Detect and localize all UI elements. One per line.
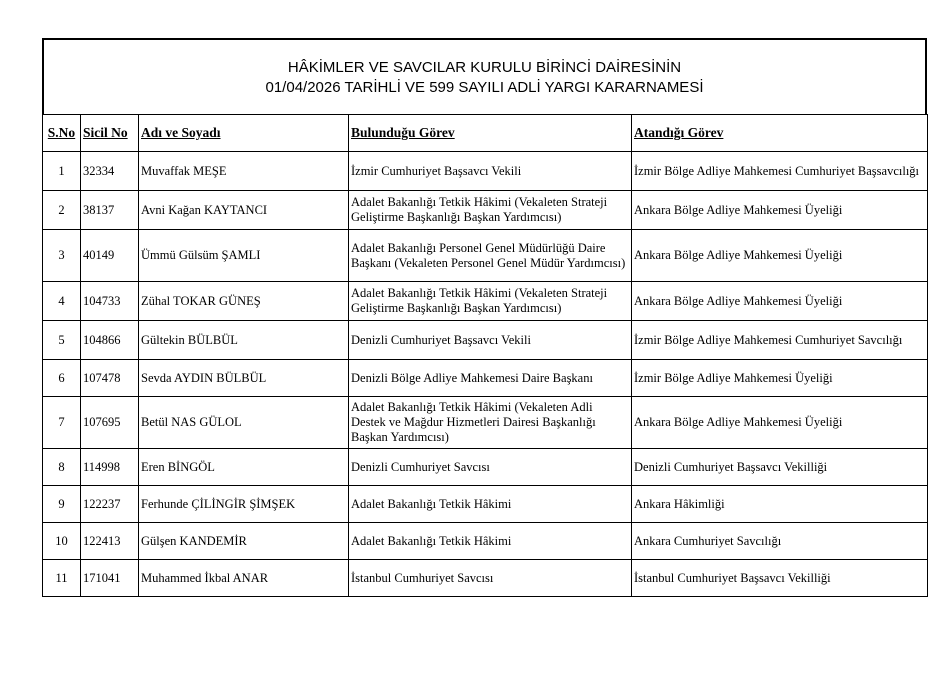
table-header-row: [43, 115, 928, 152]
table-row: [43, 486, 928, 523]
cell-current-position: Adalet Bakanlığı Personel Genel Müdürlüğü Daire Başkanı (Vekaleten Personel Genel Müdür Yardımcısı): [349, 230, 632, 282]
cell-sno: 11: [43, 560, 81, 597]
cell-name: Avni Kağan KAYTANCI: [139, 191, 349, 230]
cell-sicil: 107478: [81, 360, 139, 397]
table-row: [43, 360, 928, 397]
decree-title: [42, 38, 927, 114]
table-row: [43, 449, 928, 486]
cell-name: Betül NAS GÜLOL: [139, 397, 349, 449]
cell-assigned-position: Denizli Cumhuriyet Başsavcı Vekilliği: [632, 449, 928, 486]
table-row: [43, 560, 928, 597]
cell-name: Muvaffak MEŞE: [139, 152, 349, 191]
cell-sno: 1: [43, 152, 81, 191]
cell-sicil: 104866: [81, 321, 139, 360]
cell-assigned-position: Ankara Hâkimliği: [632, 486, 928, 523]
cell-current-position: Denizli Cumhuriyet Savcısı: [349, 449, 632, 486]
cell-assigned-position: Ankara Bölge Adliye Mahkemesi Üyeliği: [632, 230, 928, 282]
cell-current-position: İzmir Cumhuriyet Başsavcı Vekili: [349, 152, 632, 191]
appointments-table: [42, 114, 928, 597]
cell-sno: 6: [43, 360, 81, 397]
cell-sicil: 107695: [81, 397, 139, 449]
table-row: [43, 152, 928, 191]
cell-sno: 9: [43, 486, 81, 523]
cell-current-position: Adalet Bakanlığı Tetkik Hâkimi: [349, 523, 632, 560]
cell-sicil: 171041: [81, 560, 139, 597]
cell-sno: 4: [43, 282, 81, 321]
cell-assigned-position: İzmir Bölge Adliye Mahkemesi Cumhuriyet Savcılığı: [632, 321, 928, 360]
header-name: Adı ve Soyadı: [139, 115, 349, 152]
cell-sicil: 32334: [81, 152, 139, 191]
cell-sicil: 122237: [81, 486, 139, 523]
cell-assigned-position: Ankara Bölge Adliye Mahkemesi Üyeliği: [632, 282, 928, 321]
cell-assigned-position: İzmir Bölge Adliye Mahkemesi Üyeliği: [632, 360, 928, 397]
cell-sicil: 114998: [81, 449, 139, 486]
cell-sno: 3: [43, 230, 81, 282]
cell-sicil: 104733: [81, 282, 139, 321]
cell-name: Ferhunde ÇİLİNGİR ŞİMŞEK: [139, 486, 349, 523]
table-row: [43, 321, 928, 360]
table-row: [43, 397, 928, 449]
cell-current-position: Adalet Bakanlığı Tetkik Hâkimi (Vekaleten Strateji Geliştirme Başkanlığı Başkan Yardımcısı): [349, 282, 632, 321]
cell-current-position: Denizli Bölge Adliye Mahkemesi Daire Başkanı: [349, 360, 632, 397]
cell-current-position: Adalet Bakanlığı Tetkik Hâkimi (Vekaleten Strateji Geliştirme Başkanlığı Başkan Yardımcısı): [349, 191, 632, 230]
cell-sno: 10: [43, 523, 81, 560]
cell-sicil: 122413: [81, 523, 139, 560]
cell-assigned-position: Ankara Bölge Adliye Mahkemesi Üyeliği: [632, 191, 928, 230]
table-row: [43, 230, 928, 282]
cell-assigned-position: Ankara Cumhuriyet Savcılığı: [632, 523, 928, 560]
cell-name: Eren BİNGÖL: [139, 449, 349, 486]
cell-sno: 8: [43, 449, 81, 486]
cell-name: Ümmü Gülsüm ŞAMLI: [139, 230, 349, 282]
cell-current-position: Adalet Bakanlığı Tetkik Hâkimi (Vekaleten Adli Destek ve Mağdur Hizmetleri Dairesi Başkanlığı Başkan Yardımcısı): [349, 397, 632, 449]
cell-sicil: 38137: [81, 191, 139, 230]
cell-name: Gülşen KANDEMİR: [139, 523, 349, 560]
cell-name: Muhammed İkbal ANAR: [139, 560, 349, 597]
cell-sicil: 40149: [81, 230, 139, 282]
cell-assigned-position: Ankara Bölge Adliye Mahkemesi Üyeliği: [632, 397, 928, 449]
cell-sno: 5: [43, 321, 81, 360]
table-row: [43, 191, 928, 230]
cell-sno: 7: [43, 397, 81, 449]
cell-assigned-position: İstanbul Cumhuriyet Başsavcı Vekilliği: [632, 560, 928, 597]
header-sno: S.No: [43, 115, 81, 152]
cell-name: Gültekin BÜLBÜL: [139, 321, 349, 360]
cell-current-position: Adalet Bakanlığı Tetkik Hâkimi: [349, 486, 632, 523]
table-row: [43, 282, 928, 321]
table-row: [43, 523, 928, 560]
header-sicil: Sicil No: [81, 115, 139, 152]
cell-assigned-position: İzmir Bölge Adliye Mahkemesi Cumhuriyet Başsavcılığı: [632, 152, 928, 191]
title-line-1: HÂKİMLER VE SAVCILAR KURULU BİRİNCİ DAİRESİNİN: [287, 59, 682, 76]
cell-name: Sevda AYDIN BÜLBÜL: [139, 360, 349, 397]
cell-current-position: İstanbul Cumhuriyet Savcısı: [349, 560, 632, 597]
cell-current-position: Denizli Cumhuriyet Başsavcı Vekili: [349, 321, 632, 360]
cell-name: Zühal TOKAR GÜNEŞ: [139, 282, 349, 321]
title-line-2: 01/04/2026 TARİHLİ VE 599 SAYILI ADLİ YARGI KARARNAMESİ: [265, 79, 704, 96]
decree-document: [42, 38, 927, 597]
header-current-position: Bulunduğu Görev: [349, 115, 632, 152]
cell-sno: 2: [43, 191, 81, 230]
header-assigned-position: Atandığı Görev: [632, 115, 928, 152]
